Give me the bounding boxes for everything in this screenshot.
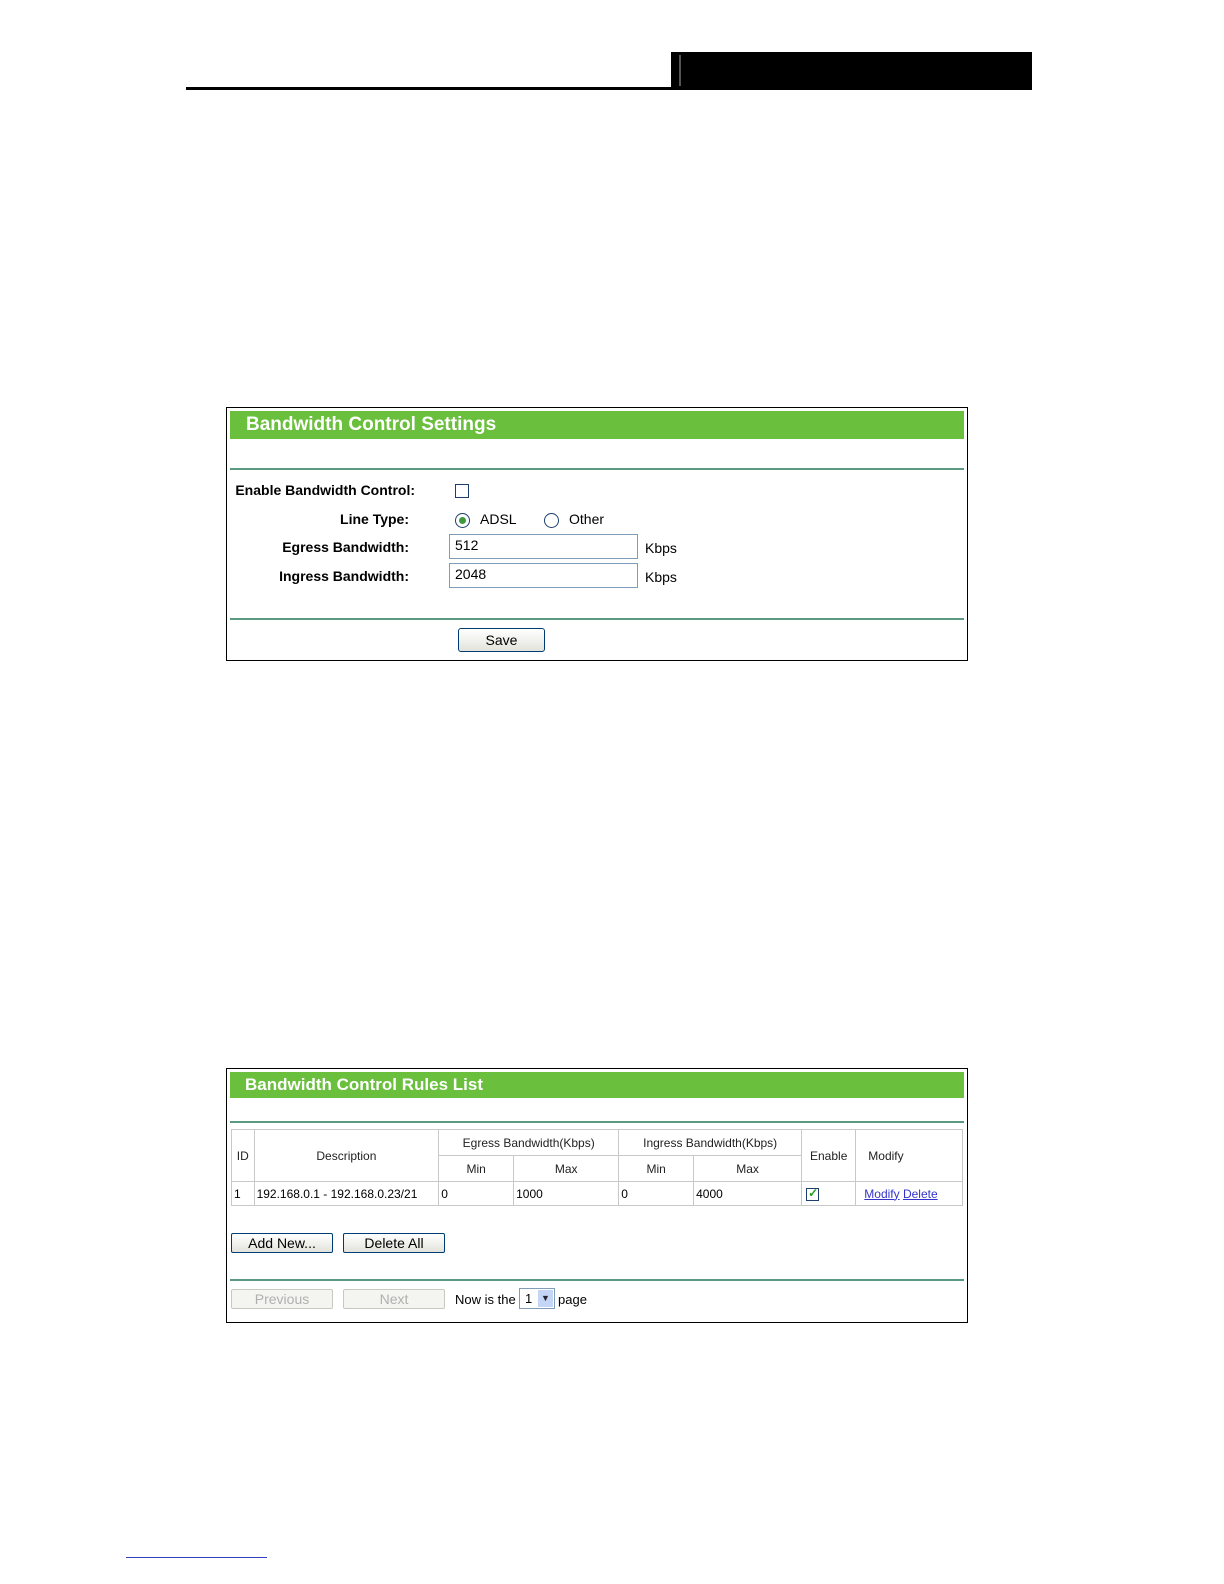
bandwidth-settings-panel bbox=[226, 407, 968, 661]
page-prefix: Now is the bbox=[455, 1292, 516, 1307]
line-type-adsl-radio[interactable] bbox=[455, 513, 470, 528]
egress-bandwidth-input[interactable]: 512 bbox=[449, 534, 638, 559]
table-row bbox=[232, 1182, 963, 1206]
page-select-value: 1 bbox=[525, 1291, 533, 1306]
egress-bandwidth-label: Egress Bandwidth: bbox=[282, 539, 409, 555]
save-button[interactable]: Save bbox=[458, 628, 545, 652]
ingress-bandwidth-input[interactable]: 2048 bbox=[449, 563, 638, 588]
col-enable: Enable bbox=[802, 1130, 856, 1182]
header-black-box bbox=[671, 52, 1032, 89]
row-enable-checkbox[interactable] bbox=[806, 1188, 819, 1201]
header-rule bbox=[186, 87, 1032, 90]
bandwidth-rules-panel bbox=[226, 1068, 968, 1323]
row-delete-link[interactable]: Delete bbox=[902, 1186, 938, 1201]
col-ingress-max: Max bbox=[694, 1156, 802, 1182]
line-type-label: Line Type: bbox=[340, 511, 409, 527]
col-egress: Egress Bandwidth(Kbps) bbox=[439, 1130, 619, 1156]
divider bbox=[230, 618, 964, 620]
ingress-unit: Kbps bbox=[645, 569, 677, 585]
row-egress-max: 1000 bbox=[514, 1182, 619, 1206]
row-ingress-max: 4000 bbox=[694, 1182, 802, 1206]
divider bbox=[230, 1279, 964, 1281]
rules-title: Bandwidth Control Rules List bbox=[230, 1072, 964, 1098]
row-ingress-min: 0 bbox=[619, 1182, 694, 1206]
previous-button[interactable]: Previous bbox=[231, 1289, 333, 1309]
col-id: ID bbox=[232, 1130, 255, 1182]
rules-table bbox=[231, 1129, 963, 1206]
ingress-bandwidth-label: Ingress Bandwidth: bbox=[279, 568, 409, 584]
line-type-other-label: Other bbox=[569, 511, 605, 527]
settings-title: Bandwidth Control Settings bbox=[230, 411, 964, 439]
enable-bandwidth-label: Enable Bandwidth Control: bbox=[235, 482, 415, 498]
footer-rule bbox=[126, 1557, 267, 1558]
col-egress-max: Max bbox=[514, 1156, 619, 1182]
chevron-down-icon[interactable]: ▼ bbox=[538, 1290, 553, 1307]
row-egress-min: 0 bbox=[439, 1182, 514, 1206]
divider bbox=[230, 1121, 964, 1123]
col-description: Description bbox=[254, 1130, 439, 1182]
line-type-adsl-label: ADSL bbox=[480, 511, 517, 527]
delete-all-button[interactable]: Delete All bbox=[343, 1233, 445, 1253]
add-new-button[interactable]: Add New... bbox=[231, 1233, 333, 1253]
col-modify: Modify bbox=[856, 1130, 963, 1182]
enable-bandwidth-checkbox[interactable] bbox=[455, 484, 469, 498]
page-suffix: page bbox=[558, 1292, 587, 1307]
row-description: 192.168.0.1 - 192.168.0.23/21 bbox=[254, 1182, 439, 1206]
divider bbox=[230, 468, 964, 470]
row-id: 1 bbox=[232, 1182, 255, 1206]
col-ingress: Ingress Bandwidth(Kbps) bbox=[619, 1130, 802, 1156]
line-type-other-radio[interactable] bbox=[544, 513, 559, 528]
next-button[interactable]: Next bbox=[343, 1289, 445, 1309]
egress-unit: Kbps bbox=[645, 540, 677, 556]
page-select[interactable] bbox=[519, 1288, 555, 1309]
col-egress-min: Min bbox=[439, 1156, 514, 1182]
col-ingress-min: Min bbox=[619, 1156, 694, 1182]
row-modify-link[interactable]: Modify bbox=[864, 1186, 900, 1201]
